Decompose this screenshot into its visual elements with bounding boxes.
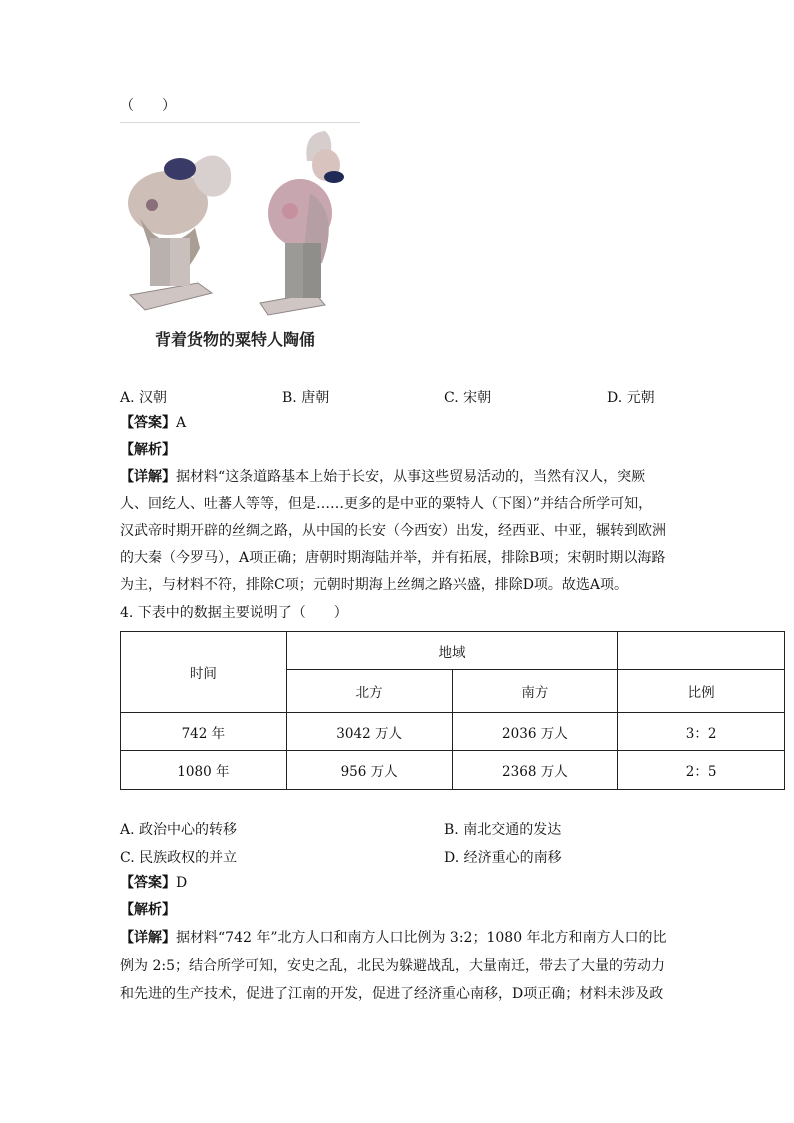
cell-year: 742 年	[121, 713, 287, 751]
population-table	[120, 631, 785, 790]
figurine-left	[128, 156, 231, 311]
detail-line: 人、回纥人、吐蕃人等等，但是……更多的是中亚的粟特人（下图）”并结合所学可知，	[120, 496, 653, 512]
cell-south: 2368 万人	[452, 751, 618, 790]
cell-north: 956 万人	[286, 751, 452, 790]
header-south: 南方	[452, 670, 618, 713]
detail-line: 的大秦（今罗马），A项正确；唐朝时期海陆并举，并有拓展，排除B项；宋朝时期以海路	[120, 550, 666, 566]
image-caption: 背着货物的粟特人陶俑	[155, 330, 316, 349]
answer-value: D	[176, 875, 188, 891]
header-region: 地域	[286, 632, 618, 670]
question-paren: （ ）	[120, 98, 176, 114]
answer-line	[120, 874, 187, 892]
header-time: 时间	[121, 632, 287, 713]
figurine-right	[260, 131, 344, 315]
option-a: A. 汉朝	[120, 390, 168, 406]
detail-line: 【详解】据材料“742 年”北方人口和南方人口比例为 3:2；1080 年北方和南方人口的比	[120, 930, 667, 946]
option-b: B. 唐朝	[282, 390, 330, 406]
option-d: D. 经济重心的南移	[444, 850, 562, 866]
question-4-stem: 4. 下表中的数据主要说明了（ ）	[120, 605, 348, 621]
option-d: D. 元朝	[607, 390, 655, 406]
analysis-tag: 【解析】	[120, 902, 176, 918]
detail-tag: 【详解】	[120, 930, 176, 946]
answer-tag: 【答案】	[120, 875, 176, 891]
header-empty	[618, 632, 785, 670]
header-ratio: 比例	[618, 670, 785, 713]
detail-line: 为主，与材料不符，排除C项；元朝时期海上丝绸之路兴盛，排除D项。故选A项。	[120, 577, 629, 593]
answer-tag: 【答案】	[120, 415, 176, 431]
cell-ratio: 2：5	[618, 751, 785, 790]
option-b: B. 南北交通的发达	[444, 822, 562, 838]
detail-line: 汉武帝时期开辟的丝绸之路，从中国的长安（今西安）出发，经西亚、中亚，辗转到欧洲	[120, 523, 666, 539]
answer-value: A	[176, 415, 187, 431]
detail-tag: 【详解】	[120, 469, 176, 485]
cell-ratio: 3：2	[618, 713, 785, 751]
detail-line: 【详解】据材料“这条道路基本上始于长安，从事这些贸易活动的，当然有汉人，突厥	[120, 469, 646, 485]
header-north: 北方	[286, 670, 452, 713]
detail-line: 例为 2:5；结合所学可知，安史之乱，北民为躲避战乱，大量南迁，带去了大量的劳动力	[120, 958, 665, 974]
cell-year: 1080 年	[121, 751, 287, 790]
cell-south: 2036 万人	[452, 713, 618, 751]
analysis-tag: 【解析】	[120, 442, 176, 458]
sogdian-figurines-image	[120, 123, 360, 355]
cell-north: 3042 万人	[286, 713, 452, 751]
table-row	[121, 713, 785, 751]
table-row	[121, 751, 785, 790]
option-c: C. 民族政权的并立	[120, 850, 238, 866]
option-c: C. 宋朝	[444, 390, 492, 406]
detail-line: 和先进的生产技术，促进了江南的开发，促进了经济重心南移，D项正确；材料未涉及政	[120, 986, 664, 1002]
option-a: A. 政治中心的转移	[120, 822, 238, 838]
answer-line	[120, 414, 186, 432]
